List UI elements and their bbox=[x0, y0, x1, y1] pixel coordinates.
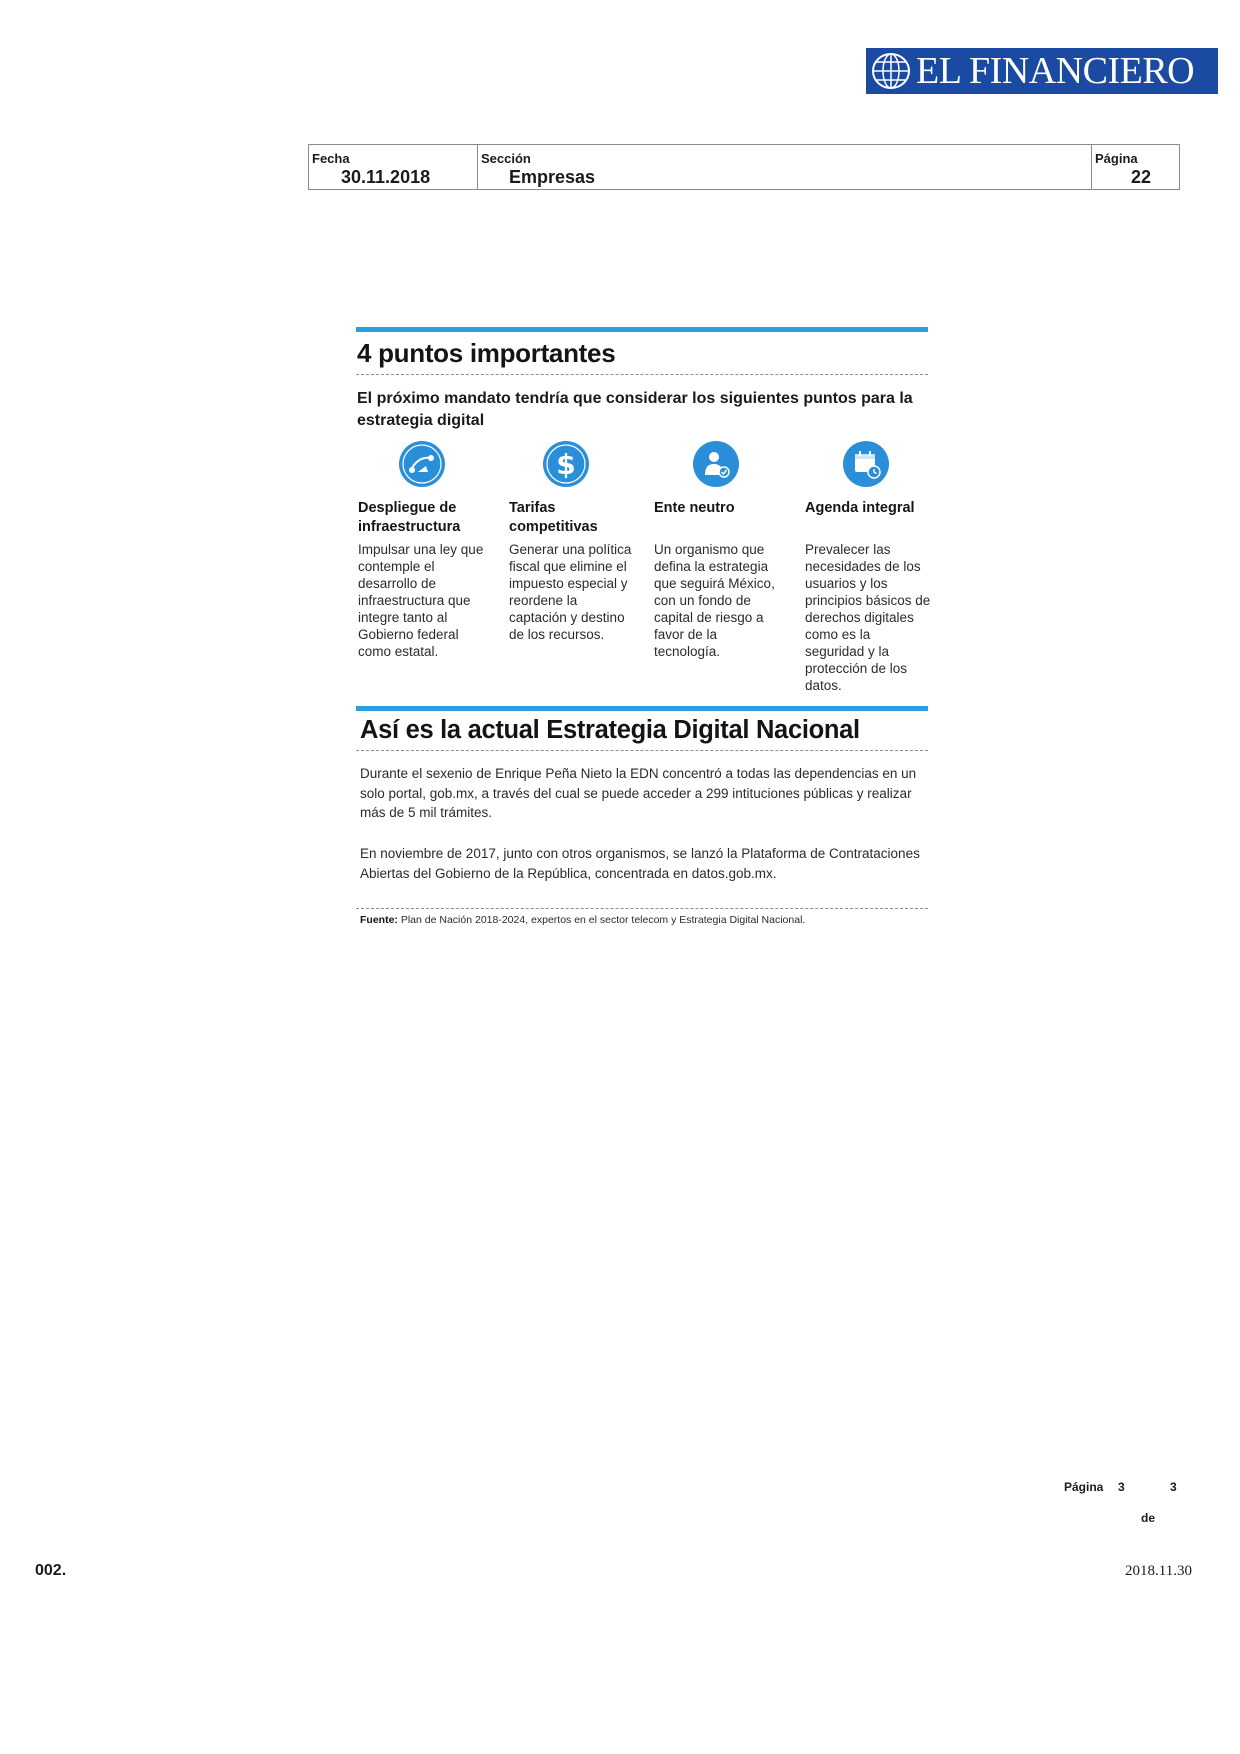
pagina-cell bbox=[1092, 145, 1179, 189]
source-label: Fuente: bbox=[360, 914, 398, 926]
footer-page-current: 3 bbox=[1118, 1480, 1125, 1494]
footer-code: 002. bbox=[35, 1562, 67, 1579]
point-text: Prevalecer las necesidades de los usuarios y los principios básicos de derechos digitales como es la seguridad y la protección de los datos. bbox=[805, 542, 931, 693]
person-check-icon bbox=[692, 440, 740, 488]
divider bbox=[356, 750, 928, 751]
point-text: Un organismo que defina la estrategia que seguirá México, con un fondo de capital de riesgo a favor de la tecnología. bbox=[654, 542, 775, 659]
metadata-table bbox=[308, 144, 1180, 190]
point-text: Impulsar una ley que contemple el desarrollo de infraestructura que integre tanto al Gobierno federal como estatal. bbox=[358, 542, 484, 659]
fecha-value: 30.11.2018 bbox=[341, 167, 431, 187]
source-text: Plan de Nación 2018-2024, expertos en el sector telecom y Estrategia Digital Nacional. bbox=[400, 914, 806, 926]
fecha-label: Fecha bbox=[312, 151, 350, 166]
point-title: Tarifas competitivas bbox=[509, 500, 598, 535]
section-title: Así es la actual Estrategia Digital Nacional bbox=[360, 716, 860, 744]
dollar-icon bbox=[542, 440, 590, 488]
point-title: Agenda integral bbox=[805, 500, 915, 516]
footer-page-de: de bbox=[1141, 1511, 1156, 1525]
footer-date: 2018.11.30 bbox=[1125, 1563, 1192, 1579]
paragraph: En noviembre de 2017, junto con otros organismos, se lanzó la Plataforma de Contrataciones Abiertas del Gobierno de la República, concentrada en datos.gob.mx. bbox=[360, 846, 920, 881]
pagina-value: 22 bbox=[1130, 167, 1151, 187]
seccion-value: Empresas bbox=[509, 167, 596, 187]
pagina-label: Página bbox=[1095, 151, 1138, 166]
accent-bar-middle bbox=[356, 706, 928, 711]
paragraph: Durante el sexenio de Enrique Peña Nieto la EDN concentró a todas las dependencias en un solo portal, gob.mx, a través del cual se puede acceder a 299 intituciones públicas y realizar más de 5 mil trámites. bbox=[360, 766, 917, 820]
footer-page-total: 3 bbox=[1170, 1480, 1177, 1494]
masthead-name: EL FINANCIERO bbox=[916, 50, 1195, 92]
seccion-cell bbox=[478, 145, 1092, 189]
seccion-label: Sección bbox=[481, 151, 531, 166]
point-ente-neutro bbox=[654, 440, 782, 660]
globe-icon bbox=[870, 51, 912, 91]
point-title: Despliegue de infraestructura bbox=[358, 500, 461, 535]
point-title: Ente neutro bbox=[654, 500, 735, 516]
source-note bbox=[360, 914, 805, 926]
masthead-logo bbox=[866, 48, 1218, 94]
calendar-clock-icon bbox=[842, 440, 890, 488]
network-icon bbox=[398, 440, 446, 488]
point-text: Generar una política fiscal que elimine el impuesto especial y reordene la captación y destino de los recursos. bbox=[509, 542, 632, 642]
point-infraestructura bbox=[358, 440, 486, 660]
point-agenda bbox=[805, 440, 933, 694]
svg-text:$: $ bbox=[556, 448, 576, 481]
fecha-cell bbox=[309, 145, 478, 189]
article-title: 4 puntos importantes bbox=[357, 338, 616, 368]
accent-bar-top bbox=[356, 327, 928, 332]
divider bbox=[356, 374, 928, 375]
article-clipping bbox=[356, 326, 930, 932]
article-intro: El próximo mandato tendría que considerar los siguientes puntos para la estrategia digital bbox=[357, 390, 913, 429]
footer-page-label: Página bbox=[1064, 1480, 1104, 1494]
point-tarifas bbox=[509, 440, 637, 643]
divider bbox=[356, 908, 928, 909]
